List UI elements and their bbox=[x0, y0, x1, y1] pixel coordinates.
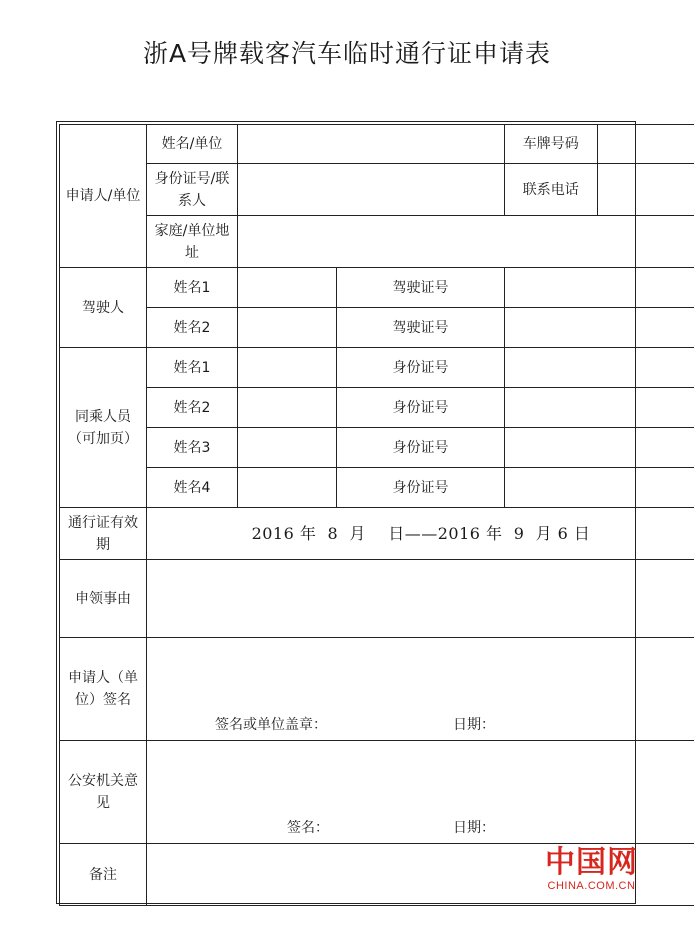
passenger-name-field[interactable] bbox=[238, 468, 337, 508]
police-opinion-label: 公安机关意见 bbox=[60, 741, 147, 844]
plate-number-label: 车牌号码 bbox=[505, 125, 597, 163]
application-form-table bbox=[59, 124, 694, 906]
name-unit-field[interactable] bbox=[238, 125, 505, 164]
driver-name-label: 姓名1 bbox=[147, 268, 238, 308]
address-field[interactable] bbox=[238, 216, 694, 268]
driver-name-field[interactable] bbox=[238, 268, 337, 308]
applicant-signature-field[interactable] bbox=[147, 638, 694, 741]
passenger-id-field[interactable] bbox=[505, 428, 694, 468]
remarks-label: 备注 bbox=[60, 844, 147, 906]
passengers-section-label: 同乘人员（可加页） bbox=[60, 348, 147, 508]
passenger-id-label: 身份证号 bbox=[337, 468, 505, 508]
id-contact-label: 身份证号/联系人 bbox=[147, 164, 238, 216]
passenger-id-field[interactable] bbox=[505, 348, 694, 388]
plate-subtable bbox=[505, 125, 694, 163]
id-contact-field[interactable] bbox=[238, 164, 505, 216]
sign-or-seal-label: 签名或单位盖章： bbox=[215, 717, 327, 733]
reason-label: 申领事由 bbox=[60, 560, 147, 638]
passenger-id-label: 身份证号 bbox=[337, 428, 505, 468]
driver-section-label: 驾驶人 bbox=[60, 268, 147, 348]
driver-license-label: 驾驶证号 bbox=[337, 308, 505, 348]
plate-number-field[interactable] bbox=[597, 125, 694, 163]
passenger-name-field[interactable] bbox=[238, 348, 337, 388]
passenger-name-label: 姓名3 bbox=[147, 428, 238, 468]
passenger-name-label: 姓名4 bbox=[147, 468, 238, 508]
passenger-id-label: 身份证号 bbox=[337, 348, 505, 388]
reason-field[interactable] bbox=[147, 560, 694, 638]
driver-name-label: 姓名2 bbox=[147, 308, 238, 348]
passenger-id-label: 身份证号 bbox=[337, 388, 505, 428]
passenger-name-field[interactable] bbox=[238, 428, 337, 468]
driver-license-label: 驾驶证号 bbox=[337, 268, 505, 308]
passenger-name-label: 姓名2 bbox=[147, 388, 238, 428]
watermark-domain-text: CHINA.COM.CN bbox=[547, 880, 636, 892]
passenger-id-field[interactable] bbox=[505, 388, 694, 428]
name-unit-label: 姓名/单位 bbox=[147, 125, 238, 164]
police-sign-label: 签名： bbox=[287, 820, 329, 836]
police-date-label: 日期： bbox=[453, 820, 495, 836]
phone-field[interactable] bbox=[597, 164, 694, 215]
validity-label: 通行证有效期 bbox=[60, 508, 147, 560]
address-label: 家庭/单位地址 bbox=[147, 216, 238, 268]
form-title: 浙A号牌载客汽车临时通行证申请表 bbox=[142, 39, 552, 68]
china-com-cn-watermark bbox=[545, 846, 638, 892]
applicant-date-label: 日期： bbox=[453, 717, 495, 733]
phone-subtable bbox=[505, 164, 694, 215]
driver-name-field[interactable] bbox=[238, 308, 337, 348]
applicant-section-label: 申请人/单位 bbox=[60, 125, 147, 268]
phone-label: 联系电话 bbox=[505, 164, 597, 215]
passenger-name-field[interactable] bbox=[238, 388, 337, 428]
watermark-logo-text: 中国网 bbox=[545, 845, 638, 880]
passenger-id-field[interactable] bbox=[505, 468, 694, 508]
validity-value[interactable]: 2016 年 8 月 日——2016 年 9 月 6 日 bbox=[147, 508, 694, 560]
police-opinion-field[interactable] bbox=[147, 741, 694, 844]
driver-license-field[interactable] bbox=[505, 268, 694, 308]
driver-license-field[interactable] bbox=[505, 308, 694, 348]
passenger-name-label: 姓名1 bbox=[147, 348, 238, 388]
applicant-signature-label: 申请人（单位）签名 bbox=[60, 638, 147, 741]
